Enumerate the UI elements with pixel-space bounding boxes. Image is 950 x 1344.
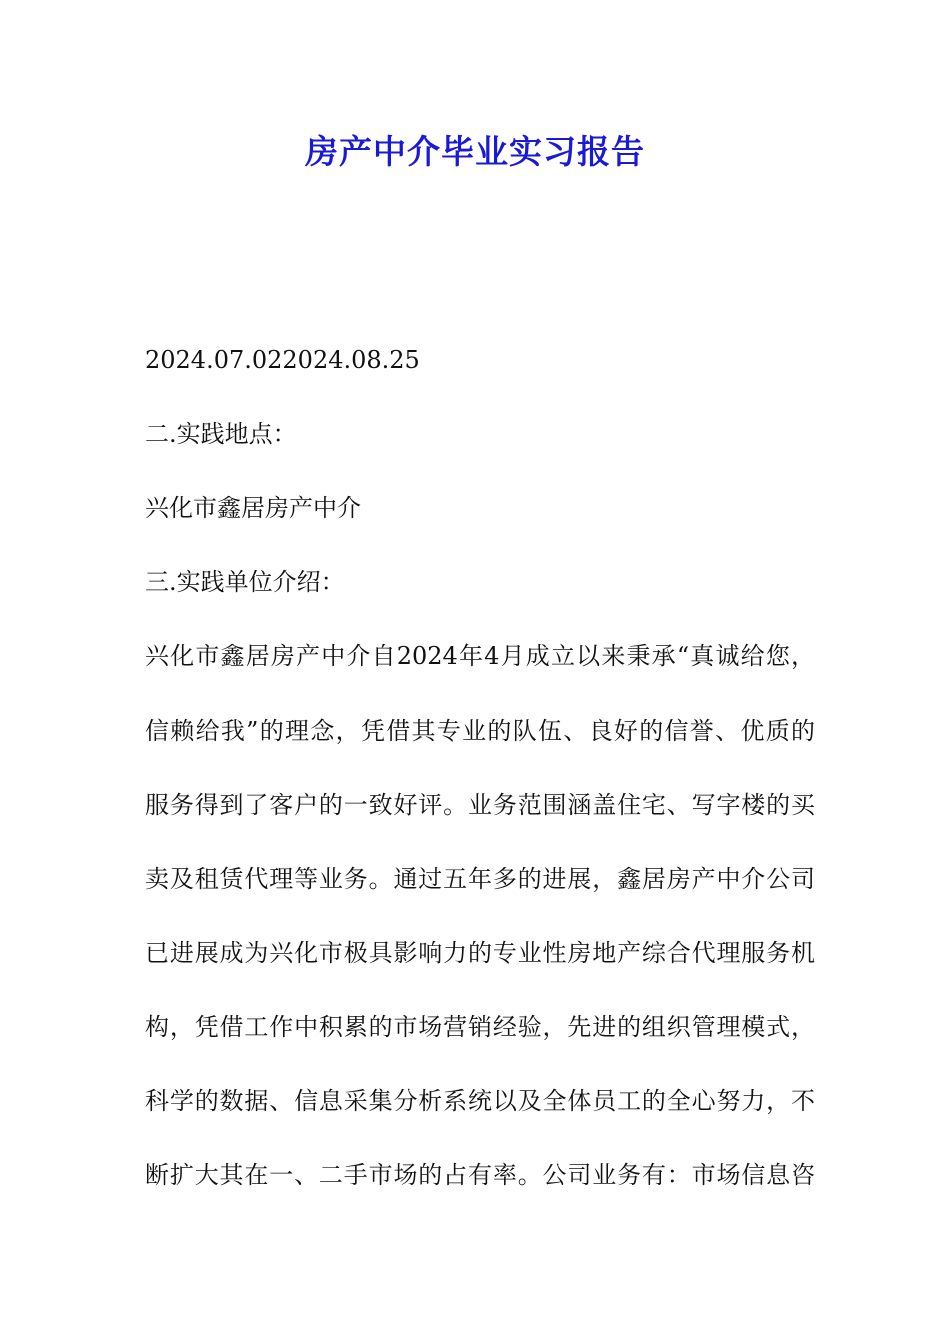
paragraph-line-4: 卖及租赁代理等业务。通过五年多的进展，鑫居房产中介公司	[145, 865, 815, 893]
paragraph-line-1: 兴化市鑫居房产中介自2024年4月成立以来秉承“真诚给您，	[145, 642, 815, 670]
paragraph-line-3: 服务得到了客户的一致好评。业务范围涵盖住宅、写字楼的买	[145, 791, 815, 819]
paragraph-line-5: 已进展成为兴化市极具影响力的专业性房地产综合代理服务机	[145, 939, 815, 967]
paragraph-line-6: 构，凭借工作中积累的市场营销经验，先进的组织管理模式，	[145, 1013, 815, 1041]
location-text: 兴化市鑫居房产中介	[145, 494, 361, 522]
paragraph-line-7: 科学的数据、信息采集分析系统以及全体员工的全心努力，不	[145, 1087, 815, 1115]
paragraph-line-2: 信赖给我”的理念，凭借其专业的队伍、良好的信誉、优质的	[145, 717, 815, 745]
document-title: 房产中介毕业实习报告	[305, 132, 645, 171]
section-heading-location: 二.实践地点：	[145, 420, 297, 448]
date-range-line: 2024.07.022024.08.25	[145, 346, 420, 374]
section-heading-unit-intro: 三.实践单位介绍：	[145, 568, 345, 596]
paragraph-line-8: 断扩大其在一、二手市场的占有率。公司业务有：市场信息咨	[145, 1161, 815, 1189]
